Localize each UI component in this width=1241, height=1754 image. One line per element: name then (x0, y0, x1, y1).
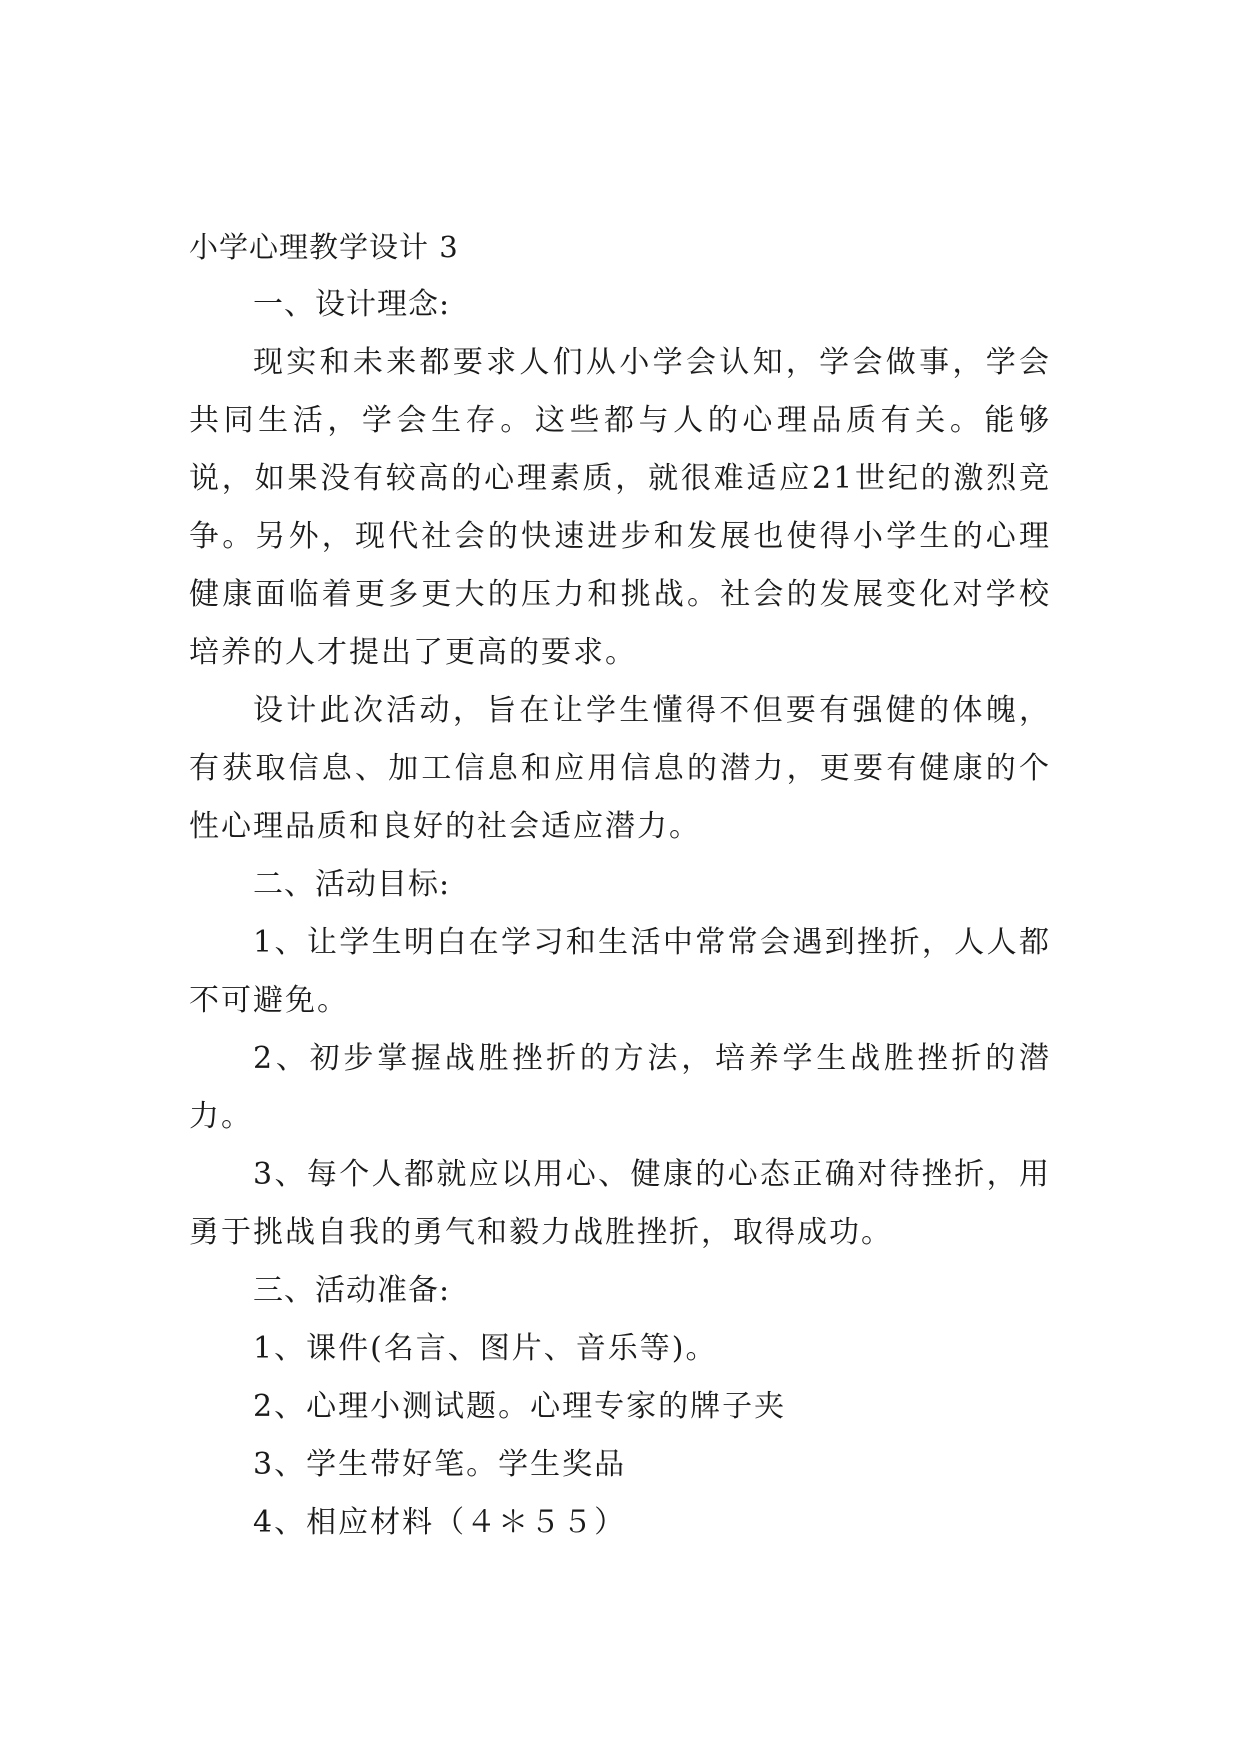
preparation-item-1: 1、课件(名言、图片、音乐等)。 (253, 1331, 718, 1366)
section-heading-design-concept: 一、设计理念: (253, 287, 451, 322)
preparation-item-4: 4、相应材料（４＊５５） (253, 1505, 627, 1540)
preparation-item-2: 2、心理小测试题。心理专家的牌子夹 (253, 1389, 787, 1424)
preparation-item-3: 3、学生带好笔。学生奖品 (253, 1447, 627, 1482)
section-heading-activity-preparation: 三、活动准备: (253, 1273, 451, 1308)
paragraph-design-concept-1: 现实和未来都要求人们从小学会认知，学会做事，学会共同生活，学会生存。这些都与人的心理品质有关。能够说，如果没有较高的心理素质，就很难适应21世纪的激烈竞争。另外，现代社会的快速进步和发展也使得小学生的心理健康面临着更多更大的压力和挑战。社会的发展变化对学校培养的人才提出了更高的要求。 (189, 345, 1051, 670)
goal-item-1: 1、让学生明白在学习和生活中常常会遇到挫折，人人都不可避免。 (189, 925, 1051, 1018)
section-heading-activity-goals: 二、活动目标: (253, 867, 451, 902)
goal-item-3: 3、每个人都就应以用心、健康的心态正确对待挫折，用勇于挑战自我的勇气和毅力战胜挫折，取得成功。 (189, 1157, 1051, 1250)
paragraph-design-concept-2: 设计此次活动，旨在让学生懂得不但要有强健的体魄，有获取信息、加工信息和应用信息的潜力，更要有健康的个性心理品质和良好的社会适应潜力。 (189, 693, 1051, 844)
document-body (189, 218, 1051, 1552)
document-title: 小学心理教学设计 3 (189, 230, 459, 264)
goal-item-2: 2、初步掌握战胜挫折的方法，培养学生战胜挫折的潜力。 (189, 1041, 1051, 1134)
